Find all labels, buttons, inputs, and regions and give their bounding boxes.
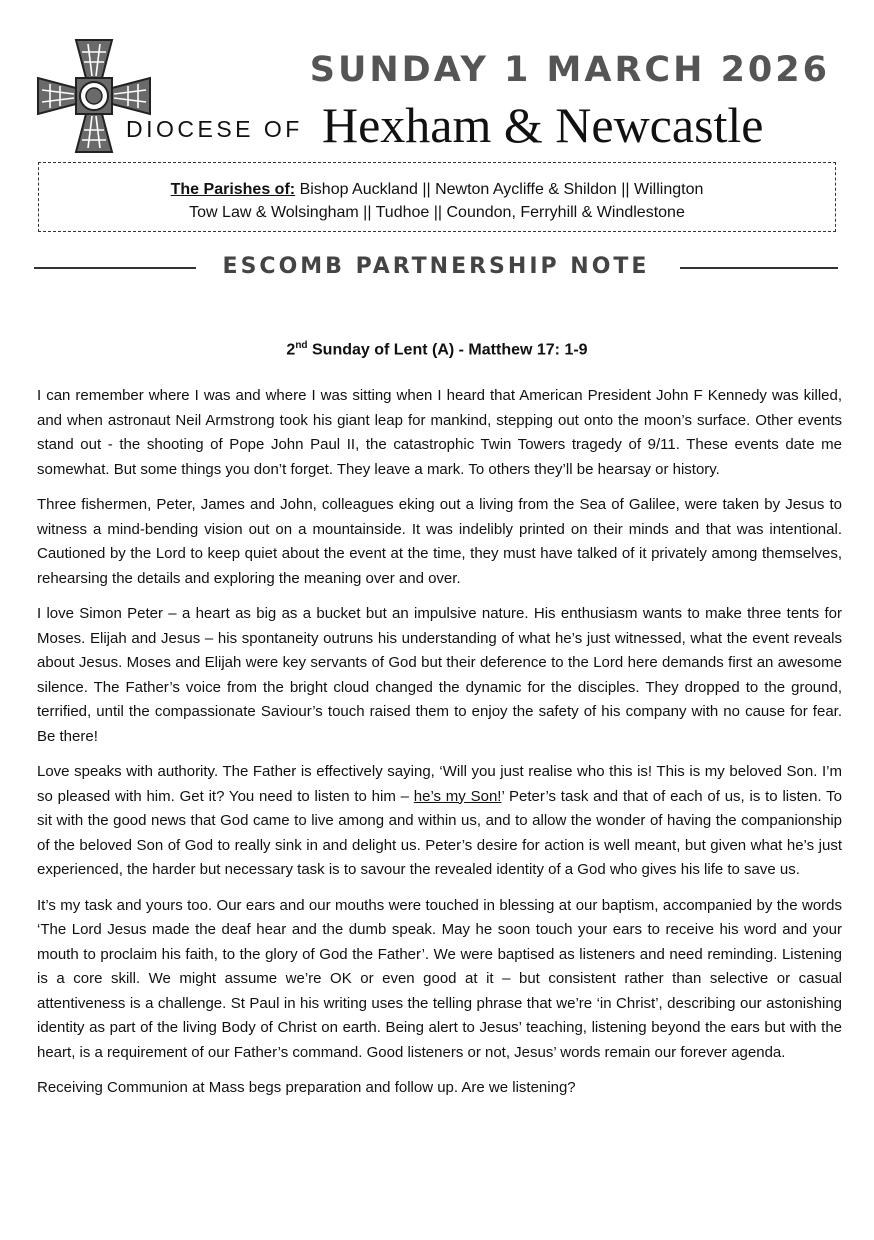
divider-right [680, 267, 838, 269]
newsletter-date: SUNDAY 1 MARCH 2026 [309, 50, 830, 90]
parishes-label: The Parishes of: [170, 181, 296, 198]
paragraph-3: I love Simon Peter – a heart as big as a bucket but an impulsive nature. His enthusiasm wants to make three tents for Moses. Elijah and Jesus – his spontaneity outruns his understanding of what he’s just witnessed, what the event reveals about Jesus. Moses and Elijah were key servants of God but their deference to the Lord here demands first an awesome silence. The Father’s voice from the bright cloud changed the dynamic for the disciples. They dropped to the ground, terrified, until the compassionate Saviour’s touch raised them to enjoy the safety of his company with no cause for fear. Be there! [37, 605, 842, 745]
paragraph-2: Three fishermen, Peter, James and John, colleagues eking out a living from the Sea of Galilee, were taken by Jesus to witness a mind-bending vision out on a mountainside. It was indelibly printed on their minds and that was intentional. Cautioned by the Lord to keep quiet about the event at the time, they must have talked of it privately among themselves, rehearsing the details and exploring the meaning over and over. [37, 496, 842, 587]
parishes-line-1 [39, 178, 835, 201]
paragraph-4 [37, 760, 842, 883]
diocese-of-label: DIOCESE OF [126, 116, 303, 142]
paragraph-6: Receiving Communion at Mass begs preparation and follow up. Are we listening? [37, 1079, 576, 1096]
paragraph-4-underlined: he’s my Son! [413, 787, 502, 805]
reading-ordinal: 2 [286, 341, 296, 359]
reading-heading [0, 340, 874, 359]
note-title: ESCOMB PARTNERSHIP NOTE [222, 254, 650, 279]
paragraph-4-part-a: Love speaks with authority. The Father is effectively saying, ‘Will you just realise who this is! This is my beloved Son. I’m so pleased with him. Get it? You need to listen to him – [37, 763, 842, 805]
paragraph-1: I can remember where I was and where I was sitting when I heard that American President John F Kennedy was killed, and when astronaut Neil Armstrong took his giant leap for mankind, stepping out onto the moon’s surface. Other events stand out - the shooting of Pope John Paul II, the catastrophic Twin Towers tragedy of 9/11. These events date me somewhat. But some things you don’t forget. They leave a mark. To others they’ll be hearsay or history. [37, 387, 842, 478]
reading-ordinal-suffix: nd [295, 340, 308, 351]
article-body [37, 384, 842, 1112]
parishes-box [38, 162, 836, 232]
note-title-row [34, 254, 838, 282]
paragraph-5: It’s my task and yours too. Our ears and our mouths were touched in blessing at our baptism, accompanied by the words ‘The Lord Jesus made the deaf hear and the dumb speak. May he soon touch your ears to receive his word and your mouth to proclaim his faith, to the glory of God the Father’. We were baptised as listeners and need reminding. Listening is a core skill. We might assume we’re OK or even good at it – but consistent rather than selective or casual attentiveness is a challenge. St Paul in his writing uses the telling phrase that we’re ‘in Christ’, describing our astonishing identity as part of the living Body of Christ on earth. Being alert to Jesus’ teaching, listening beyond the ears but with the heart, is a requirement of our Father’s command. Good listeners or not, Jesus’ words remain our forever agenda. [37, 896, 842, 1061]
reading-title: Sunday of Lent (A) - Matthew 17: 1-9 [312, 341, 588, 359]
paragraph-4-part-b: ’ Peter’s task and that of each of us, is to listen. To sit with the good news that God came to live among and within us, and to allow the wonder of having the companionship of the beloved Son of God to really sink in and delight us. Peter’s desire for action is well meant, but given what he’s just experienced, the harder but necessary task is to savour the revealed identity of a God who gives his life to save us. [37, 787, 843, 878]
parishes-list-1: Bishop Auckland || Newton Aycliffe & Shildon || Willington [299, 181, 704, 198]
parishes-line-2: Tow Law & Wolsingham || Tudhoe || Coundon, Ferryhill & Windlestone [189, 204, 685, 221]
diocese-name: Hexham & Newcastle [322, 97, 764, 153]
